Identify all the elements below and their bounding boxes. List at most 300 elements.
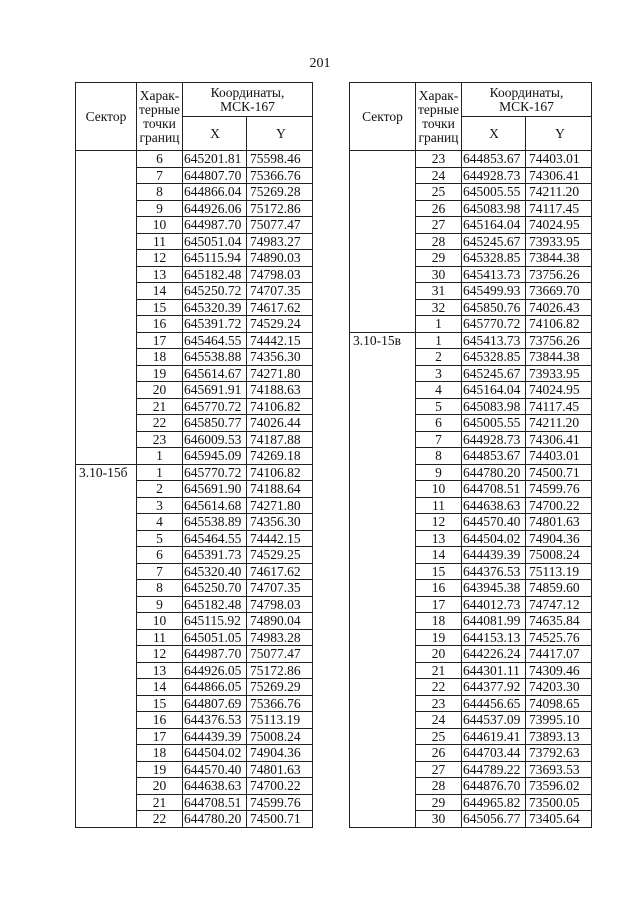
x-coordinate-cell: 644928.73 (462, 431, 526, 448)
sector-cell (76, 184, 137, 201)
y-coordinate-cell: 73500.05 (526, 794, 592, 811)
point-cell: 15 (137, 695, 183, 712)
x-coordinate-cell: 645770.72 (462, 316, 526, 333)
x-coordinate-cell: 644780.20 (183, 811, 247, 828)
y-coordinate-cell: 74700.22 (247, 778, 313, 795)
point-cell: 25 (416, 184, 462, 201)
table-row (76, 497, 313, 514)
point-cell: 1 (416, 316, 462, 333)
table-row (76, 646, 313, 663)
y-coordinate-cell: 74798.03 (247, 596, 313, 613)
y-coordinate-cell: 75366.76 (247, 167, 313, 184)
sector-cell (76, 778, 137, 795)
sector-cell (350, 316, 416, 333)
sector-cell (350, 448, 416, 465)
x-coordinate-cell: 645182.48 (183, 266, 247, 283)
sector-cell (350, 745, 416, 762)
sector-cell (350, 547, 416, 564)
table-row (350, 481, 592, 498)
y-coordinate-cell: 74859.60 (526, 580, 592, 597)
point-cell: 10 (137, 217, 183, 234)
table-row (350, 151, 592, 168)
y-coordinate-cell: 73596.02 (526, 778, 592, 795)
point-cell: 9 (137, 200, 183, 217)
point-cell: 3 (416, 365, 462, 382)
sector-cell (350, 580, 416, 597)
sector-cell (76, 382, 137, 399)
point-cell: 14 (137, 283, 183, 300)
x-coordinate-cell: 644876.70 (462, 778, 526, 795)
x-coordinate-cell: 644638.63 (462, 497, 526, 514)
sector-cell (350, 200, 416, 217)
sector-header: Сектор (350, 83, 416, 151)
x-coordinate-cell: 645770.72 (183, 464, 247, 481)
x-coordinate-cell: 644708.51 (183, 794, 247, 811)
x-coordinate-cell: 644377.92 (462, 679, 526, 696)
y-coordinate-cell: 73792.63 (526, 745, 592, 762)
table-row (76, 217, 313, 234)
x-coordinate-cell: 645464.55 (183, 530, 247, 547)
sector-cell (350, 382, 416, 399)
point-cell: 20 (416, 646, 462, 663)
point-header: Харак- терные точки границ (416, 83, 462, 151)
sector-cell (350, 365, 416, 382)
y-coordinate-cell: 73405.64 (526, 811, 592, 828)
sector-cell (350, 514, 416, 531)
sector-cell (76, 415, 137, 432)
y-coordinate-cell: 74700.22 (526, 497, 592, 514)
y-coordinate-cell: 74617.62 (247, 563, 313, 580)
y-coordinate-cell: 75113.19 (526, 563, 592, 580)
point-cell: 15 (416, 563, 462, 580)
y-coordinate-cell: 73844.38 (526, 349, 592, 366)
table-row (350, 580, 592, 597)
x-coordinate-cell: 644965.82 (462, 794, 526, 811)
point-cell: 15 (137, 299, 183, 316)
table-row (350, 514, 592, 531)
point-cell: 16 (137, 712, 183, 729)
x-coordinate-cell: 645499.93 (462, 283, 526, 300)
table-row (350, 662, 592, 679)
table-row (76, 184, 313, 201)
table-row (76, 662, 313, 679)
table-row (76, 679, 313, 696)
point-cell: 25 (416, 728, 462, 745)
y-coordinate-cell: 74417.07 (526, 646, 592, 663)
x-coordinate-cell: 644504.02 (183, 745, 247, 762)
table-row (350, 283, 592, 300)
sector-cell (76, 580, 137, 597)
y-coordinate-cell: 73933.95 (526, 365, 592, 382)
table-row (350, 415, 592, 432)
table-row (76, 596, 313, 613)
y-coordinate-cell: 75077.47 (247, 646, 313, 663)
table-row (76, 778, 313, 795)
y-header: Y (247, 117, 313, 151)
y-coordinate-cell: 74529.25 (247, 547, 313, 564)
sector-cell (350, 646, 416, 663)
table-row (76, 415, 313, 432)
y-coordinate-cell: 74356.30 (247, 349, 313, 366)
sector-cell (350, 217, 416, 234)
y-coordinate-cell: 75113.19 (247, 712, 313, 729)
sector-cell (350, 431, 416, 448)
sector-cell (76, 794, 137, 811)
point-cell: 7 (137, 563, 183, 580)
x-coordinate-cell: 644570.40 (462, 514, 526, 531)
table-row (76, 745, 313, 762)
point-cell: 26 (416, 200, 462, 217)
sector-cell: 3.10-15б (76, 464, 137, 481)
sector-cell (350, 811, 416, 828)
table-row (350, 530, 592, 547)
sector-cell (350, 464, 416, 481)
x-coordinate-cell: 645083.98 (462, 200, 526, 217)
table-row (350, 233, 592, 250)
y-coordinate-cell: 75269.28 (247, 184, 313, 201)
sector-cell (350, 415, 416, 432)
y-coordinate-cell: 73756.26 (526, 266, 592, 283)
table-row (350, 712, 592, 729)
point-cell: 21 (416, 662, 462, 679)
page-number: 201 (309, 56, 331, 71)
table-row (350, 299, 592, 316)
point-cell: 29 (416, 794, 462, 811)
x-coordinate-cell: 644866.05 (183, 679, 247, 696)
table-row (350, 646, 592, 663)
x-coordinate-cell: 645005.55 (462, 415, 526, 432)
y-coordinate-cell: 74707.35 (247, 580, 313, 597)
x-coordinate-cell: 645391.72 (183, 316, 247, 333)
point-cell: 19 (137, 365, 183, 382)
point-cell: 22 (137, 415, 183, 432)
x-coordinate-cell: 644638.63 (183, 778, 247, 795)
y-coordinate-cell: 74617.62 (247, 299, 313, 316)
y-coordinate-cell: 74983.27 (247, 233, 313, 250)
point-cell: 14 (416, 547, 462, 564)
table-row (76, 580, 313, 597)
y-coordinate-cell: 74529.24 (247, 316, 313, 333)
point-cell: 13 (416, 530, 462, 547)
sector-cell (76, 283, 137, 300)
table-row (76, 761, 313, 778)
point-cell: 29 (416, 250, 462, 267)
table-row (76, 299, 313, 316)
x-coordinate-cell: 645051.05 (183, 629, 247, 646)
sector-cell (76, 250, 137, 267)
point-cell: 27 (416, 217, 462, 234)
y-coordinate-cell: 74747.12 (526, 596, 592, 613)
point-cell: 12 (416, 514, 462, 531)
x-coordinate-cell: 645328.85 (462, 250, 526, 267)
x-coordinate-cell: 644987.70 (183, 646, 247, 663)
y-coordinate-cell: 73893.13 (526, 728, 592, 745)
y-coordinate-cell: 74098.65 (526, 695, 592, 712)
point-cell: 17 (137, 332, 183, 349)
point-cell: 16 (416, 580, 462, 597)
table-row (350, 761, 592, 778)
sector-cell (350, 761, 416, 778)
point-cell: 22 (137, 811, 183, 828)
point-cell: 28 (416, 233, 462, 250)
sector-cell (350, 250, 416, 267)
sector-cell (350, 530, 416, 547)
y-coordinate-cell: 74188.64 (247, 481, 313, 498)
sector-cell (76, 448, 137, 465)
table-row (76, 167, 313, 184)
sector-cell (350, 778, 416, 795)
y-coordinate-cell: 73995.10 (526, 712, 592, 729)
point-cell: 12 (137, 250, 183, 267)
x-coordinate-cell: 644439.39 (462, 547, 526, 564)
point-cell: 19 (416, 629, 462, 646)
point-cell: 2 (416, 349, 462, 366)
x-coordinate-cell: 645538.88 (183, 349, 247, 366)
point-cell: 12 (137, 646, 183, 663)
table-row (76, 283, 313, 300)
sector-cell (76, 217, 137, 234)
sector-cell (76, 629, 137, 646)
sector-cell (76, 151, 137, 168)
y-coordinate-cell: 74403.01 (526, 448, 592, 465)
sector-cell (350, 233, 416, 250)
y-coordinate-cell: 74269.18 (247, 448, 313, 465)
x-coordinate-cell: 644866.04 (183, 184, 247, 201)
x-coordinate-cell: 644703.44 (462, 745, 526, 762)
sector-cell (350, 283, 416, 300)
sector-cell (350, 299, 416, 316)
x-coordinate-cell: 644226.24 (462, 646, 526, 663)
y-coordinate-cell: 75077.47 (247, 217, 313, 234)
x-coordinate-cell: 643945.38 (462, 580, 526, 597)
sector-cell (350, 613, 416, 630)
x-coordinate-cell: 644926.06 (183, 200, 247, 217)
y-coordinate-cell: 75269.29 (247, 679, 313, 696)
sector-cell (76, 662, 137, 679)
sector-cell (350, 481, 416, 498)
y-coordinate-cell: 74188.63 (247, 382, 313, 399)
point-cell: 27 (416, 761, 462, 778)
y-coordinate-cell: 74442.15 (247, 530, 313, 547)
y-coordinate-cell: 75008.24 (247, 728, 313, 745)
y-coordinate-cell: 74525.76 (526, 629, 592, 646)
table-row (350, 695, 592, 712)
x-coordinate-cell: 644153.13 (462, 629, 526, 646)
left-coordinates-table (75, 82, 313, 828)
sector-cell (76, 679, 137, 696)
point-cell: 20 (137, 778, 183, 795)
table-row (76, 514, 313, 531)
x-header: X (462, 117, 526, 151)
x-coordinate-cell: 645201.81 (183, 151, 247, 168)
y-coordinate-cell: 73693.53 (526, 761, 592, 778)
x-coordinate-cell: 645850.77 (183, 415, 247, 432)
x-coordinate-cell: 645464.55 (183, 332, 247, 349)
table-row (350, 613, 592, 630)
x-coordinate-cell: 644376.53 (183, 712, 247, 729)
x-coordinate-cell: 645614.68 (183, 497, 247, 514)
y-coordinate-cell: 74500.71 (526, 464, 592, 481)
y-coordinate-cell: 73756.26 (526, 332, 592, 349)
point-cell: 23 (137, 431, 183, 448)
y-coordinate-cell: 74707.35 (247, 283, 313, 300)
x-coordinate-cell: 645051.04 (183, 233, 247, 250)
y-coordinate-cell: 74904.36 (247, 745, 313, 762)
table-row (350, 794, 592, 811)
x-coordinate-cell: 644780.20 (462, 464, 526, 481)
x-coordinate-cell: 645056.77 (462, 811, 526, 828)
y-coordinate-cell: 74271.80 (247, 497, 313, 514)
sector-cell: 3.10-15в (350, 332, 416, 349)
x-coordinate-cell: 644853.67 (462, 448, 526, 465)
y-coordinate-cell: 74798.03 (247, 266, 313, 283)
sector-cell (350, 497, 416, 514)
coordinates-header: Координаты, МСК-167 (462, 83, 592, 117)
sector-cell (350, 563, 416, 580)
table-row (76, 349, 313, 366)
point-cell: 10 (137, 613, 183, 630)
table-row (76, 629, 313, 646)
table-row (76, 613, 313, 630)
x-header: X (183, 117, 247, 151)
point-cell: 9 (416, 464, 462, 481)
y-coordinate-cell: 74635.84 (526, 613, 592, 630)
point-cell: 22 (416, 679, 462, 696)
table-row (350, 382, 592, 399)
point-cell: 8 (137, 184, 183, 201)
sector-cell (350, 349, 416, 366)
table-row (350, 167, 592, 184)
sector-cell (76, 365, 137, 382)
sector-cell (76, 811, 137, 828)
x-coordinate-cell: 645115.92 (183, 613, 247, 630)
x-coordinate-cell: 644708.51 (462, 481, 526, 498)
y-coordinate-cell: 74024.95 (526, 217, 592, 234)
y-coordinate-cell: 74187.88 (247, 431, 313, 448)
x-coordinate-cell: 645850.76 (462, 299, 526, 316)
table-row (76, 530, 313, 547)
y-header: Y (526, 117, 592, 151)
point-cell: 5 (416, 398, 462, 415)
point-cell: 23 (416, 695, 462, 712)
y-coordinate-cell: 74106.82 (247, 464, 313, 481)
point-cell: 17 (416, 596, 462, 613)
point-cell: 7 (416, 431, 462, 448)
table-row (350, 200, 592, 217)
table-row (350, 266, 592, 283)
x-coordinate-cell: 645945.09 (183, 448, 247, 465)
point-cell: 16 (137, 316, 183, 333)
table-row (76, 332, 313, 349)
y-coordinate-cell: 74117.45 (526, 200, 592, 217)
table-row (350, 184, 592, 201)
y-coordinate-cell: 73669.70 (526, 283, 592, 300)
y-coordinate-cell: 74106.82 (526, 316, 592, 333)
point-cell: 24 (416, 167, 462, 184)
table-row (76, 151, 313, 168)
sector-cell (76, 299, 137, 316)
y-coordinate-cell: 74599.76 (526, 481, 592, 498)
y-coordinate-cell: 74500.71 (247, 811, 313, 828)
sector-cell (76, 547, 137, 564)
table-row (76, 563, 313, 580)
table-row (350, 349, 592, 366)
y-coordinate-cell: 75598.46 (247, 151, 313, 168)
x-coordinate-cell: 646009.53 (183, 431, 247, 448)
point-cell: 2 (137, 481, 183, 498)
y-coordinate-cell: 74203.30 (526, 679, 592, 696)
table-row (350, 745, 592, 762)
y-coordinate-cell: 74599.76 (247, 794, 313, 811)
x-coordinate-cell: 645328.85 (462, 349, 526, 366)
y-coordinate-cell: 74026.44 (247, 415, 313, 432)
point-cell: 1 (416, 332, 462, 349)
y-coordinate-cell: 74442.15 (247, 332, 313, 349)
y-coordinate-cell: 74890.03 (247, 250, 313, 267)
y-coordinate-cell: 75366.76 (247, 695, 313, 712)
y-coordinate-cell: 74026.43 (526, 299, 592, 316)
table-row (76, 398, 313, 415)
point-cell: 21 (137, 398, 183, 415)
y-coordinate-cell: 74024.95 (526, 382, 592, 399)
y-coordinate-cell: 74106.82 (247, 398, 313, 415)
y-coordinate-cell: 74306.41 (526, 167, 592, 184)
table-row (76, 481, 313, 498)
x-coordinate-cell: 644926.05 (183, 662, 247, 679)
x-coordinate-cell: 645538.89 (183, 514, 247, 531)
sector-cell (350, 679, 416, 696)
table-row (76, 794, 313, 811)
y-coordinate-cell: 74801.63 (526, 514, 592, 531)
table-row (350, 811, 592, 828)
y-coordinate-cell: 74211.20 (526, 184, 592, 201)
point-cell: 3 (137, 497, 183, 514)
table-row (76, 382, 313, 399)
sector-cell (76, 530, 137, 547)
x-coordinate-cell: 645005.55 (462, 184, 526, 201)
sector-cell (76, 514, 137, 531)
table-row (76, 266, 313, 283)
point-cell: 11 (137, 233, 183, 250)
table-row (76, 431, 313, 448)
x-coordinate-cell: 645391.73 (183, 547, 247, 564)
x-coordinate-cell: 644987.70 (183, 217, 247, 234)
x-coordinate-cell: 645770.72 (183, 398, 247, 415)
sector-cell (76, 497, 137, 514)
x-coordinate-cell: 645115.94 (183, 250, 247, 267)
y-coordinate-cell: 74117.45 (526, 398, 592, 415)
table-row (76, 547, 313, 564)
point-cell: 4 (416, 382, 462, 399)
sector-cell (76, 332, 137, 349)
x-coordinate-cell: 644376.53 (462, 563, 526, 580)
x-coordinate-cell: 644853.67 (462, 151, 526, 168)
table-row (350, 596, 592, 613)
x-coordinate-cell: 645413.73 (462, 266, 526, 283)
point-cell: 26 (416, 745, 462, 762)
y-coordinate-cell: 74211.20 (526, 415, 592, 432)
table-row (76, 712, 313, 729)
point-cell: 6 (416, 415, 462, 432)
x-coordinate-cell: 645182.48 (183, 596, 247, 613)
point-cell: 14 (137, 679, 183, 696)
point-cell: 5 (137, 530, 183, 547)
table-row (350, 448, 592, 465)
table-row (76, 448, 313, 465)
y-coordinate-cell: 74356.30 (247, 514, 313, 531)
x-coordinate-cell: 644081.99 (462, 613, 526, 630)
point-cell: 1 (137, 448, 183, 465)
